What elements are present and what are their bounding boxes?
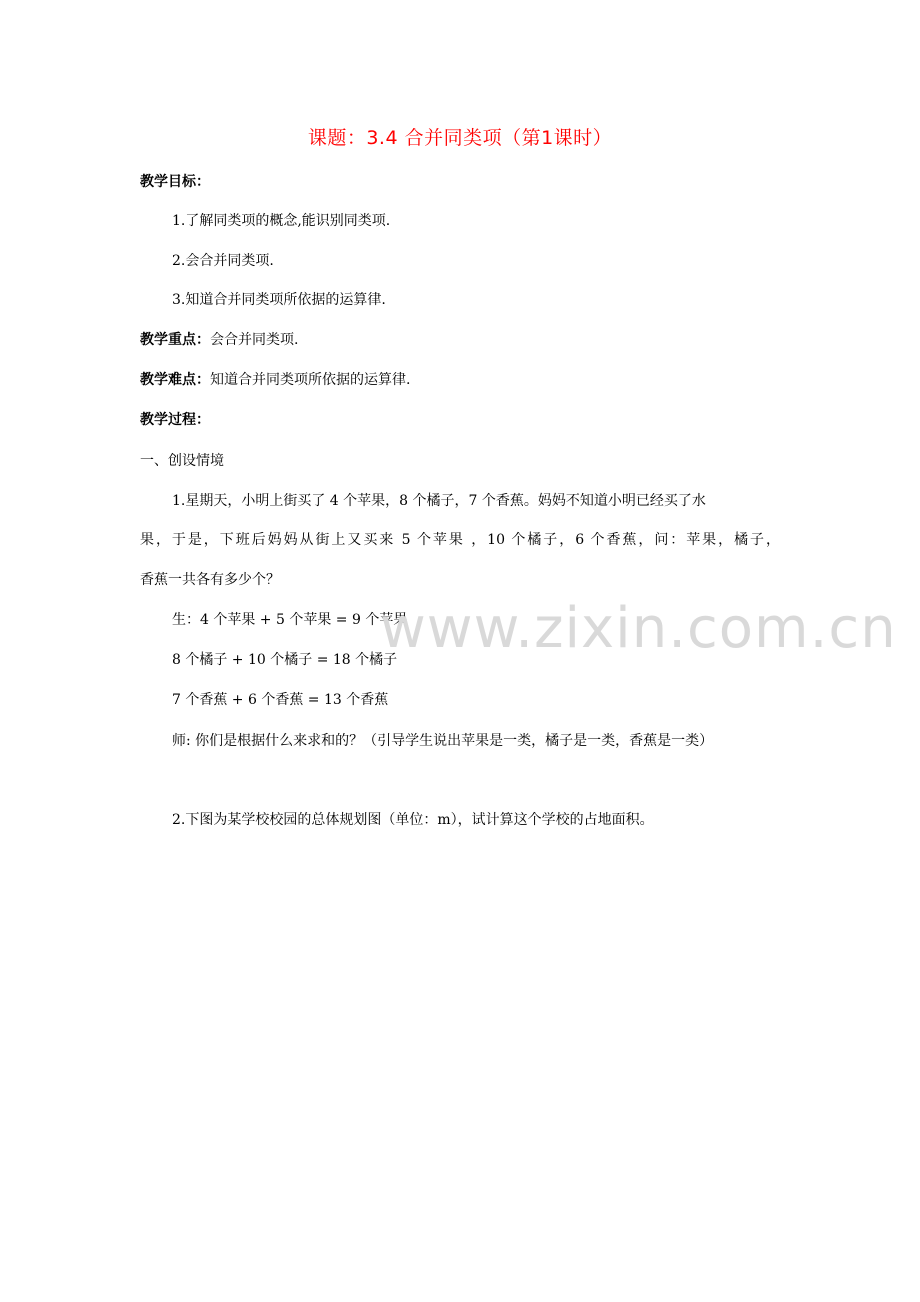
objective-item-2: 2.会合并同类项. [172,253,274,269]
problem2-line: 2.下图为某学校校园的总体规划图（单位：m），试计算这个学校的占地面积。 [172,812,654,828]
difficulty-row [140,370,410,390]
objective-item-3: 3.知道合并同类项所依据的运算律. [172,292,386,308]
watermark-text: www.zixin.com.cn [380,596,897,661]
key-point-row [140,330,298,350]
key-point-text: 会合并同类项. [210,332,299,348]
teacher-line: 师: 你们是根据什么来求和的？（引导学生说出苹果是一类，橘子是一类，香蕉是一类） [172,733,714,749]
problem1-line-1: 1.星期天，小明上街买了 4 个苹果，8 个橘子，7 个香蕉。妈妈不知道小明已经买了水 [172,493,706,509]
objective-item-1: 1.了解同类项的概念,能识别同类项. [172,213,391,229]
problem1-line-3: 香蕉一共各有多少个？ [140,572,280,588]
difficulty-label: 教学难点： [140,372,210,388]
difficulty-text: 知道合并同类项所依据的运算律. [210,372,411,388]
problem1-line-2: 果，于是，下班后妈妈从街上又买来 5 个苹果 ，10 个橘子，6 个香蕉，问：苹果，橘子， [140,532,780,548]
lesson-title: 课题：3.4 合并同类项（第1课时） [307,127,613,149]
student-line-3: 7 个香蕉 + 6 个香蕉 = 13 个香蕉 [172,692,389,708]
objectives-heading: 教学目标： [140,174,210,190]
key-point-label: 教学重点： [140,332,210,348]
process-heading: 教学过程： [140,412,210,428]
student-line-2: 8 个橘子 + 10 个橘子 = 18 个橘子 [172,652,398,668]
section1-title: 一、创设情境 [140,453,224,469]
student-line-1: 生：4 个苹果 + 5 个苹果 = 9 个苹果 [172,612,408,628]
